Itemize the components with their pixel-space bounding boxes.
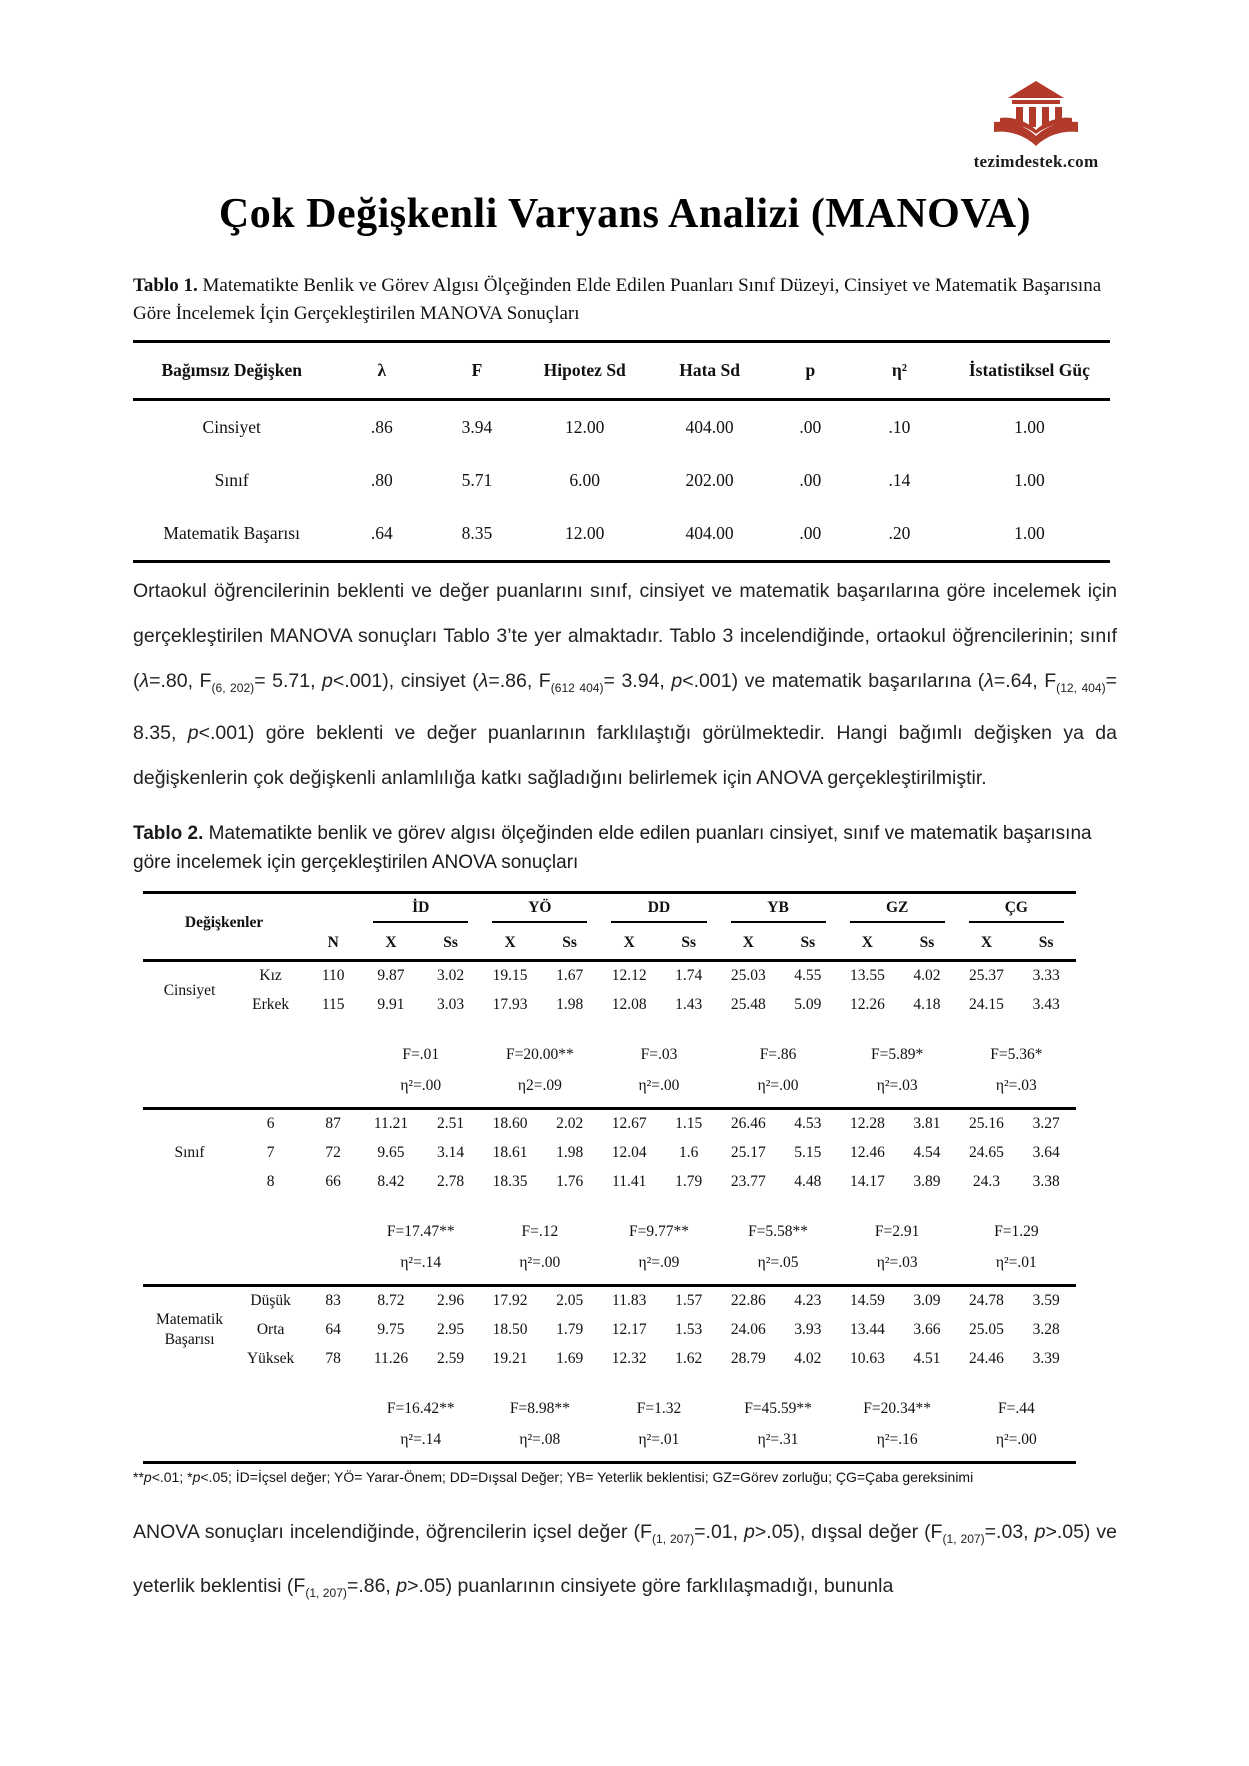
stat-cell: 3.38 [1032,1173,1060,1191]
text-segment: =.86, F [488,670,551,692]
stat-cell: 3.66 [913,1321,941,1339]
f-value-cell: F=9.77** [628,1223,689,1241]
stat-cell: 24.06 [730,1321,766,1339]
eta-value-cell: η²=.09 [638,1253,680,1271]
text-segment: (12, 404) [1056,680,1106,695]
stat-cell: 14.59 [849,1292,885,1310]
anova-table [143,891,1076,1464]
text-segment: (1, 207) [305,1585,347,1600]
stat-cell: 3.59 [1032,1292,1060,1310]
manova-table-cell: Sınıf [214,470,249,490]
stat-cell: 9.65 [377,1144,405,1162]
stat-cell: 9.75 [377,1321,405,1339]
stat-cell: 24.3 [972,1173,1001,1191]
manova-header-cell: Bağımsız Değişken [161,360,302,380]
stat-cell: 3.43 [1032,996,1060,1014]
stat-cell: 11.26 [373,1350,409,1368]
stat-cell: 3.28 [1032,1321,1060,1339]
scale-header-label: YÖ [492,898,587,923]
stat-cell: 18.50 [492,1321,528,1339]
scale-header-label: YB [731,898,826,923]
stat-cell: 1.53 [675,1321,703,1339]
level-label-cell: 7 [266,1144,275,1162]
stat-cell: 25.17 [730,1144,766,1162]
anova-section [143,960,1076,1108]
level-label-cell: Düşük [250,1292,291,1310]
level-label-cell: Erkek [252,996,290,1014]
stat-cell: 3.81 [913,1115,941,1133]
stat-cell: 1.57 [675,1292,703,1310]
anova-table-scale-header-row [143,892,1076,930]
level-label-cell: 8 [266,1173,275,1191]
text-segment: p [143,1468,152,1485]
manova-table-cell: 12.00 [565,523,605,543]
stat-cell: 1.43 [675,996,703,1014]
eta-value-cell: η²=.08 [519,1430,561,1448]
scale-header-label: İD [373,898,468,923]
variables-header: Değişkenler [184,914,264,932]
table-footnote [133,1469,1117,1485]
n-cell: 78 [325,1350,341,1368]
stat-cell: 2.59 [436,1350,465,1368]
stat-cell: 3.64 [1032,1144,1060,1162]
spacer-row [143,1197,1076,1217]
stat-cell: 4.48 [794,1173,822,1191]
eta-value-cell: η²=.16 [876,1430,918,1448]
page-title: Çok Değişkenli Varyans Analizi (MANOVA) [218,191,1032,237]
scale-header [480,892,599,930]
anova-level-row [143,1316,1076,1345]
text-segment: p [396,1574,408,1597]
stat-cell: 24.78 [969,1292,1004,1310]
anova-level-row [143,1168,1076,1197]
mean-header: X [623,933,635,951]
stat-cell: 5.09 [794,996,822,1014]
mean-header: X [742,933,754,951]
stat-cell: 28.79 [730,1350,766,1368]
document-content [133,0,1117,1617]
manova-table-cell: 1.00 [1014,470,1045,490]
f-value-row [143,1394,1076,1425]
stat-cell: 26.46 [730,1115,766,1133]
stat-cell: 1.79 [556,1321,584,1339]
f-value-cell: F=5.36* [990,1046,1043,1064]
stat-cell: 4.54 [913,1144,941,1162]
stat-cell: 18.35 [492,1173,528,1191]
manova-table-cell: Cinsiyet [202,417,261,437]
text-segment: λ [139,670,150,692]
eta-value-cell: η²=.00 [757,1076,799,1094]
eta-value-cell: η²=.01 [995,1253,1037,1271]
stat-cell: 2.95 [436,1321,465,1339]
text-segment: = 5.71, [254,670,323,692]
text-segment: <.001), cinsiyet ( [332,670,479,692]
stat-cell: 12.67 [611,1115,647,1133]
text-segment: =.80, F [149,670,212,692]
stat-cell: 2.05 [556,1292,584,1310]
stat-cell: 11.83 [612,1292,647,1310]
stat-cell: 1.79 [675,1173,703,1191]
stat-cell: 4.55 [794,967,822,985]
f-value-cell: F=1.29 [994,1223,1039,1241]
stat-cell: 14.17 [849,1173,885,1191]
manova-header-cell: F [471,360,483,380]
text-segment: =.86, [346,1574,397,1597]
f-value-cell: F=45.59** [744,1400,812,1418]
sd-header: Ss [681,933,697,951]
manova-header-cell: Hata Sd [679,360,740,380]
level-label-cell: Kız [259,967,282,985]
stat-cell: 8.72 [377,1292,405,1310]
spacer-cell [143,1197,1076,1217]
anova-level-row [143,1285,1076,1316]
mean-header: X [980,933,993,951]
manova-header-cell: λ [377,360,387,380]
stat-cell: 12.32 [611,1350,647,1368]
spacer-cell [143,1374,1076,1394]
spacer-cell [143,1020,1076,1040]
n-cell: 115 [321,996,345,1014]
manova-header-cell: η² [891,360,908,380]
stat-cell: 3.89 [913,1173,941,1191]
eta-value-cell: η²=.03 [995,1076,1037,1094]
scale-header [838,892,957,930]
text-segment: <.001) göre beklenti ve değer puanlarının farklılaştığı görülmektedir. Hangi bağımlı değişken ya da değişkenlerin çok değişkenli anlamlılığa katkı sağladığını belirlemek için ANOVA gerçekleştirilmiştir. [133,721,1117,789]
text-segment: (612 404) [550,680,604,695]
stat-cell: 17.92 [492,1292,528,1310]
f-value-cell: F=8.98** [509,1400,570,1418]
stat-cell: 12.17 [611,1321,647,1339]
stat-cell: 1.74 [675,967,703,985]
manova-table-cell: 8.35 [461,523,493,543]
manova-table-cell: .14 [888,470,911,490]
eta-value-cell: η²=.31 [757,1430,799,1448]
stat-cell: 1.67 [556,967,584,985]
scale-header [361,892,480,930]
manova-table-cell: .86 [370,417,393,437]
stat-cell: 10.63 [849,1350,885,1368]
text-segment: (6, 202) [211,680,255,695]
stat-cell: 25.37 [969,967,1004,985]
stat-cell: 5.15 [794,1144,822,1162]
eta-value-row [143,1248,1076,1286]
f-value-cell: F=2.91 [874,1223,920,1241]
eta-value-cell: η2=.09 [517,1076,562,1094]
scale-header-label: GZ [850,898,945,923]
stat-cell: 2.02 [556,1115,584,1133]
anova-section [143,1285,1076,1462]
group-label-cell: Matematik Başarısı [155,1311,224,1349]
stat-cell: 25.48 [730,996,766,1014]
stat-cell: 18.60 [492,1115,528,1133]
stat-cell: 12.12 [611,967,647,985]
text-segment: =.64, F [993,670,1057,692]
eta-value-cell: η²=.14 [400,1253,442,1271]
stat-cell: 24.15 [969,996,1004,1014]
anova-level-row [143,991,1076,1020]
table1-caption-text: Matematikte Benlik ve Görev Algısı Ölçeğinden Elde Edilen Puanları Sınıf Düzeyi, Cinsiyet ve Matematik Başarısına Göre İncelemek İçin Gerçekleştirilen MANOVA Sonuçları [133,275,1102,324]
stat-cell: 2.78 [436,1173,465,1191]
text-segment: p [744,1520,755,1543]
eta-value-cell: η²=.03 [876,1253,918,1271]
stat-cell: 3.03 [436,996,465,1014]
f-value-cell: F=.12 [521,1223,559,1241]
text-segment: (1, 207) [942,1531,985,1546]
stat-cell: 3.93 [794,1321,822,1339]
eta-value-cell: η²=.00 [638,1076,680,1094]
table2-caption [133,819,1117,877]
stat-cell: 1.98 [556,996,584,1014]
n-header: N [327,933,339,951]
text-segment: <.01; * [151,1468,193,1485]
manova-header-cell: Hipotez Sd [543,360,626,380]
manova-table-cell: Matematik Başarısı [163,523,300,543]
text-segment: ANOVA sonuçları incelendiğinde, öğrencilerin içsel değer (F [133,1520,652,1543]
row-lead-spacer [143,1248,361,1286]
mean-header: X [861,933,873,951]
table2-caption-label: Tablo 2. [133,822,204,844]
eta-value-cell: η²=.05 [757,1253,799,1271]
manova-table-cell: 5.71 [461,470,493,490]
stat-cell: 4.18 [913,996,941,1014]
f-value-cell: F=.44 [997,1400,1035,1418]
stat-cell: 13.44 [849,1321,885,1339]
stat-cell: 12.08 [611,996,647,1014]
stat-cell: 19.15 [492,967,528,985]
manova-table-cell: 6.00 [569,470,601,490]
stat-cell: 1.15 [675,1115,703,1133]
text-segment: p [187,721,199,744]
text-segment: p [671,670,683,692]
text-segment: Ortaokul öğrencilerinin beklenti ve değer puanlarını sınıf, cinsiyet ve matematik başarılarına göre incelemek için gerçekleştirilen MANOVA sonuçları Tablo 3’te yer almaktadır. Tablo 3 incelendiğinde, ortaokul öğrencilerinin; sınıf ( [133,580,1117,692]
stat-cell: 4.02 [913,967,941,985]
stat-cell: 25.05 [969,1321,1004,1339]
stat-cell: 3.09 [913,1292,941,1310]
row-lead-spacer [143,1425,361,1463]
stat-cell: 25.03 [730,967,766,985]
n-cell: 66 [325,1173,341,1191]
stat-cell: 8.42 [377,1173,405,1191]
mean-header: X [385,933,397,951]
stat-cell: 12.28 [849,1115,885,1133]
text-segment: p [192,1468,201,1485]
paragraph-anova [133,1509,1117,1617]
stat-cell: 3.39 [1032,1350,1060,1368]
manova-table [133,340,1110,563]
stat-cell: 1.62 [675,1350,703,1368]
manova-table-row [133,400,1110,455]
stat-cell: 12.46 [849,1144,885,1162]
sd-header: Ss [562,933,577,951]
group-label-cell: Sınıf [174,1144,205,1162]
scale-header-label: DD [611,898,706,923]
manova-table-cell: 3.94 [461,417,493,437]
n-cell: 87 [325,1115,341,1133]
stat-cell: 4.23 [794,1292,822,1310]
text-segment: (1, 207) [651,1531,695,1546]
text-segment: >.05) puanlarının cinsiyete göre farklılaşmadığı, bununla [407,1574,894,1597]
sd-header: Ss [800,933,816,951]
scale-header [719,892,838,930]
level-label-cell: Orta [256,1321,285,1339]
eta-value-cell: η²=.00 [400,1076,442,1094]
manova-table-cell: 202.00 [685,470,734,490]
stat-cell: 4.02 [794,1350,822,1368]
spacer-row [143,1374,1076,1394]
anova-section [143,1108,1076,1285]
stat-cell: 3.02 [436,967,465,985]
anova-level-row [143,960,1076,991]
manova-table-cell: .00 [799,470,822,490]
f-value-cell: F=.86 [759,1046,797,1064]
stat-cell: 23.77 [730,1173,766,1191]
brand-text: tezimdestek.com [973,152,1099,171]
stat-cell: 24.46 [969,1350,1004,1368]
eta-value-cell: η²=.03 [876,1076,918,1094]
text-segment: >.05) ve yeterlik beklentisi (F [133,1520,1118,1597]
row-lead-spacer [143,1394,361,1425]
eta-value-cell: η²=.01 [638,1430,680,1448]
stat-cell: 2.96 [436,1292,465,1310]
manova-table-cell: .00 [799,523,822,543]
stat-cell: 13.55 [849,967,885,985]
row-lead-spacer [143,1071,361,1109]
level-label-cell: Yüksek [246,1350,295,1368]
text-segment: p [322,670,333,692]
f-value-row [143,1040,1076,1071]
stat-cell: 4.53 [794,1115,822,1133]
anova-level-row [143,1139,1076,1168]
spacer-row [143,1020,1076,1040]
eta-value-cell: η²=.00 [519,1253,561,1271]
stat-cell: 9.87 [377,967,405,985]
f-value-cell: F=.01 [402,1046,440,1064]
scale-header-label: ÇG [969,898,1064,923]
stat-cell: 3.33 [1032,967,1060,985]
anova-level-row [143,1345,1076,1374]
sd-header: Ss [1038,933,1054,951]
text-segment: λ [478,670,489,692]
manova-table-cell: 1.00 [1014,417,1045,437]
stat-cell: 9.91 [377,996,405,1014]
stat-cell: 22.86 [730,1292,766,1310]
anova-level-row [143,1108,1076,1139]
stat-cell: 24.65 [969,1144,1004,1162]
n-cell: 64 [325,1321,341,1339]
manova-table-cell: 1.00 [1014,523,1045,543]
stat-cell: 1.76 [556,1173,584,1191]
text-segment: >.05), dışsal değer (F [754,1520,943,1543]
n-cell: 110 [321,967,345,985]
stat-cell: 2.51 [436,1115,465,1133]
table1-caption-label: Tablo 1. [133,275,198,296]
sd-header: Ss [443,933,458,951]
stat-cell: 1.6 [679,1144,699,1162]
manova-header-cell: p [805,360,816,380]
text-segment: <.05; İD=İçsel değer; YÖ= Yarar-Önem; DD=Dışsal Değer; YB= Yeterlik beklentisi; GZ=Görev zorluğu; ÇG=Çaba gereksinimi [200,1468,974,1485]
text-segment: = 8.35, [133,670,1118,744]
manova-table-cell: .64 [370,523,393,543]
row-lead-spacer [143,1040,361,1071]
level-label-cell: 6 [266,1115,275,1133]
stat-cell: 1.98 [556,1144,584,1162]
row-lead-spacer [143,1217,361,1248]
text-segment: <.001) ve matematik başarılarına ( [682,670,985,692]
manova-table-cell: .10 [888,417,911,437]
manova-table-cell: .00 [799,417,822,437]
f-value-cell: F=.03 [640,1046,678,1064]
n-cell: 83 [325,1292,341,1310]
paragraph-manova [133,569,1117,801]
stat-cell: 1.69 [556,1350,584,1368]
stat-cell: 12.26 [849,996,885,1014]
text-segment: ** [133,1468,144,1485]
scale-header [957,892,1076,930]
f-value-cell: F=5.89* [871,1046,924,1064]
table1-caption [133,272,1117,328]
sd-header: Ss [919,933,935,951]
manova-table-cell: 404.00 [685,523,734,543]
f-value-row [143,1217,1076,1248]
eta-value-row [143,1425,1076,1463]
f-value-cell: F=20.00** [505,1046,574,1064]
eta-value-cell: η²=.14 [400,1430,442,1448]
text-segment: = 3.94, [603,670,672,692]
stat-cell: 12.04 [611,1144,647,1162]
stat-cell: 11.41 [612,1173,647,1191]
f-value-cell: F=16.42** [386,1400,455,1418]
f-value-cell: F=20.34** [863,1400,932,1418]
text-segment: =.03, [984,1520,1035,1543]
stat-cell: 18.61 [492,1144,528,1162]
stat-cell: 17.93 [492,996,528,1014]
manova-table-header-row [133,342,1110,400]
manova-table-cell: 12.00 [565,417,605,437]
stat-cell: 11.21 [373,1115,409,1133]
manova-table-cell: .20 [888,523,911,543]
eta-value-cell: η²=.00 [995,1430,1037,1448]
stat-cell: 25.16 [969,1115,1004,1133]
table2-caption-text: Matematikte benlik ve görev algısı ölçeğinden elde edilen puanları cinsiyet, sınıf ve matematik başarısına göre incelemek için gerçekleştirilen ANOVA sonuçları [133,822,1092,873]
scale-header [599,892,718,930]
group-label-cell: Cinsiyet [163,981,216,999]
mean-header: X [504,933,516,951]
eta-value-row [143,1071,1076,1109]
stat-cell: 19.21 [492,1350,528,1368]
text-segment: p [1034,1520,1046,1543]
text-segment: λ [984,670,994,692]
manova-table-cell: .80 [370,470,393,490]
manova-table-cell: 404.00 [685,417,734,437]
text-segment: =.01, [694,1520,745,1543]
manova-header-cell: İstatistiksel Güç [968,360,1090,380]
f-value-cell: F=1.32 [636,1400,682,1418]
stat-cell: 3.27 [1032,1115,1060,1133]
manova-table-row [133,454,1110,507]
stat-cell: 4.51 [913,1350,941,1368]
n-cell: 72 [325,1144,341,1162]
n-header-spacer [305,892,361,930]
stat-cell: 3.14 [436,1144,465,1162]
f-value-cell: F=17.47** [386,1223,455,1241]
manova-table-row [133,507,1110,562]
f-value-cell: F=5.58** [748,1223,809,1241]
